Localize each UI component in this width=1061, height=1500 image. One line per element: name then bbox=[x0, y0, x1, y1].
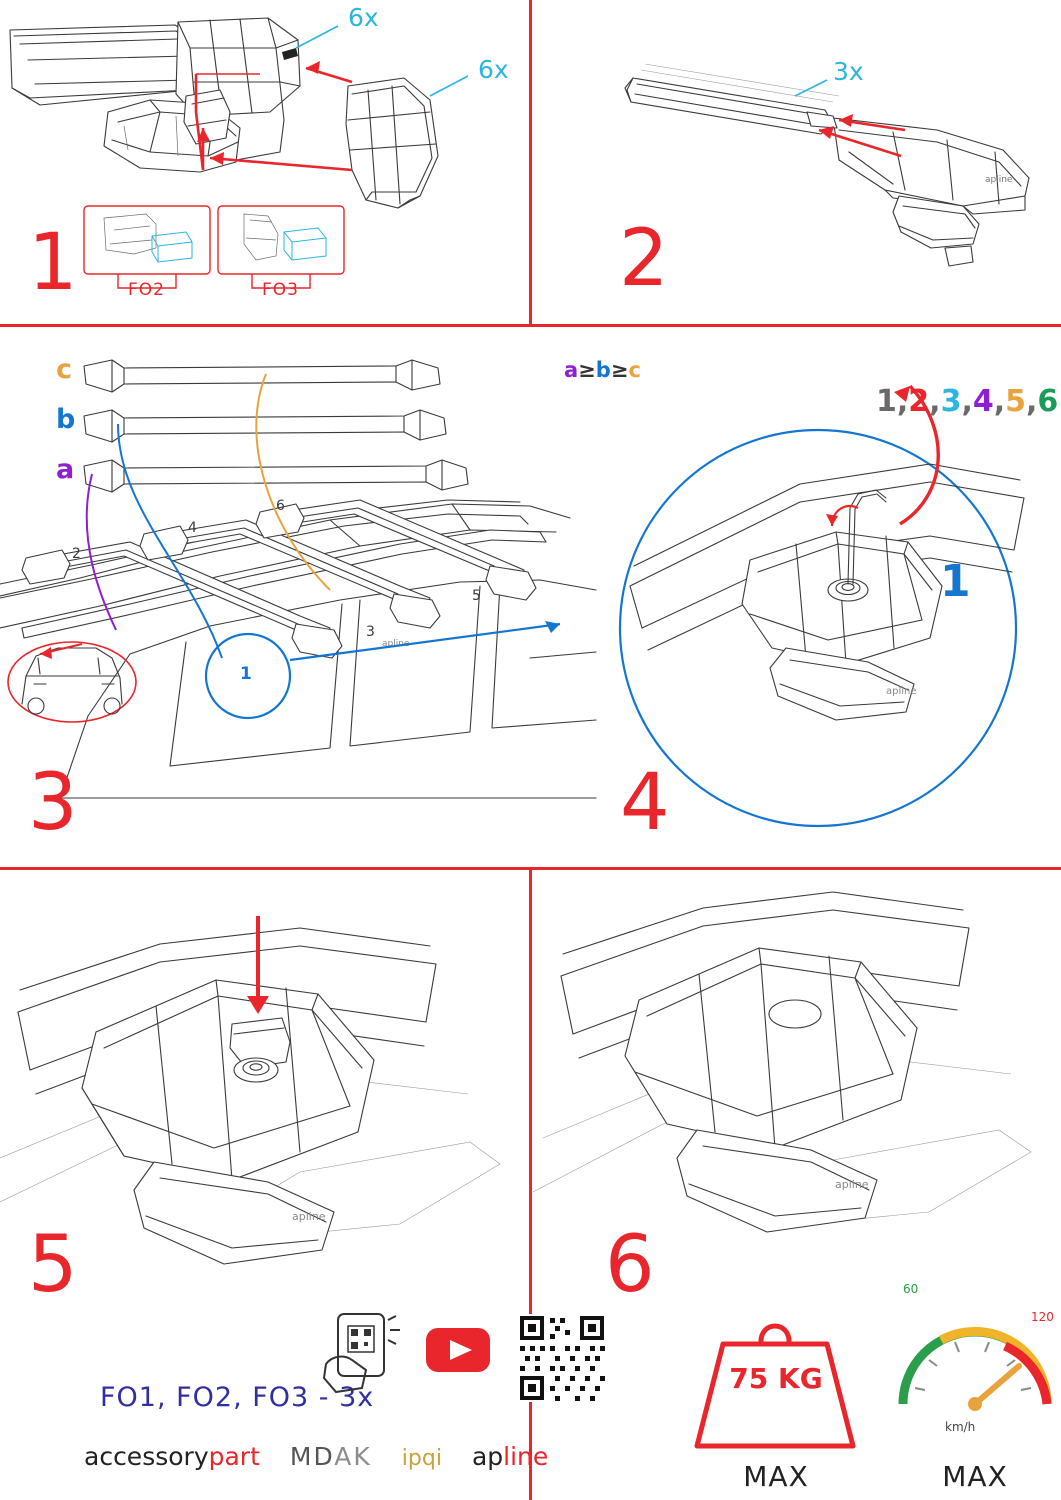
brand-mark-apline-4: apline bbox=[886, 686, 917, 697]
variant-label-fo2: FO2 bbox=[128, 280, 165, 300]
seq-3: 3 bbox=[940, 384, 962, 419]
bar-label-c: c bbox=[56, 354, 73, 385]
brand-accessorypart: accessorypart bbox=[84, 1442, 260, 1471]
seq-5: 5 bbox=[1005, 384, 1026, 419]
brand-apline: apline bbox=[471, 1442, 549, 1471]
callout-2: 2 bbox=[72, 546, 81, 562]
rule-c: c bbox=[628, 358, 641, 382]
qty-3x-label: 3x bbox=[833, 57, 864, 86]
brand-ipqi: ipqi bbox=[401, 1446, 442, 1471]
turn-order-label: 1 bbox=[940, 556, 971, 607]
step-1-panel bbox=[0, 0, 529, 324]
step-3-panel bbox=[0, 328, 596, 866]
variant-boxes bbox=[84, 206, 344, 288]
step-number-4: 4 bbox=[620, 758, 668, 848]
step-5-panel bbox=[0, 872, 549, 1500]
seq-2: 2 bbox=[908, 384, 930, 419]
brand-mark-apline: apline bbox=[985, 175, 1013, 185]
brand-mdak: MDAK bbox=[289, 1442, 372, 1471]
brand-mark-apline-5: apline bbox=[292, 1210, 326, 1223]
tighten-sequence: 1,2,3,4,5,6 bbox=[876, 384, 1059, 419]
max-speed-label: MAX bbox=[942, 1460, 1008, 1493]
max-weight-value: 75 KG bbox=[729, 1362, 823, 1395]
parts-list-text: FO1, FO2, FO3 - 3x bbox=[100, 1382, 375, 1413]
brand-mark-apline-6: apline bbox=[835, 1178, 869, 1191]
step-5-illustration bbox=[0, 872, 529, 1292]
seq-1: 1 bbox=[876, 384, 897, 419]
divider-vertical-row1 bbox=[529, 0, 532, 324]
step-number-6: 6 bbox=[605, 1220, 653, 1310]
callout-1: 1 bbox=[240, 664, 252, 684]
step-number-5: 5 bbox=[28, 1220, 76, 1310]
rule-b: b bbox=[595, 358, 611, 382]
step-2-illustration bbox=[533, 0, 1061, 324]
brand-logos-row bbox=[84, 1442, 548, 1471]
bar-label-a: a bbox=[56, 454, 75, 485]
max-weight-label: MAX bbox=[743, 1460, 809, 1493]
callout-5: 5 bbox=[472, 588, 481, 604]
reference-bar-b bbox=[84, 410, 446, 442]
svg-text:apline: apline bbox=[382, 639, 410, 649]
step-3-illustration bbox=[0, 328, 596, 866]
callout-3: 3 bbox=[366, 624, 375, 640]
step-number-3: 3 bbox=[28, 758, 76, 848]
step-2-panel bbox=[533, 0, 1061, 324]
step-6-panel bbox=[533, 872, 1061, 1500]
rear-view-inset bbox=[8, 642, 136, 722]
qty-6x-top-label: 6x bbox=[348, 3, 379, 32]
reference-bar-a bbox=[84, 460, 468, 492]
speed-unit-label: km/h bbox=[945, 1420, 976, 1434]
variant-label-fo3: FO3 bbox=[262, 280, 299, 300]
step-1-illustration bbox=[0, 0, 529, 324]
rule-op-2: ≥ bbox=[610, 358, 629, 382]
rule-op-1: ≥ bbox=[578, 358, 596, 382]
rule-a: a bbox=[564, 358, 579, 382]
step-4-panel bbox=[600, 328, 1061, 866]
divider-vertical-row3 bbox=[529, 867, 532, 1500]
qty-6x-right-label: 6x bbox=[478, 55, 509, 84]
gauge-min-label: 60 bbox=[903, 1282, 919, 1296]
callout-6: 6 bbox=[276, 498, 285, 514]
seq-6: 6 bbox=[1037, 384, 1059, 419]
divider-top bbox=[0, 324, 1061, 327]
scan-qr-phone-icon bbox=[324, 1314, 400, 1392]
callout-4: 4 bbox=[188, 520, 197, 536]
youtube-icon bbox=[426, 1328, 490, 1372]
step-number-2: 2 bbox=[619, 214, 667, 304]
bar-label-b: b bbox=[56, 404, 76, 435]
seq-4: 4 bbox=[972, 384, 994, 419]
gauge-max-label: 120 bbox=[1031, 1310, 1054, 1324]
step-number-1: 1 bbox=[28, 218, 76, 308]
